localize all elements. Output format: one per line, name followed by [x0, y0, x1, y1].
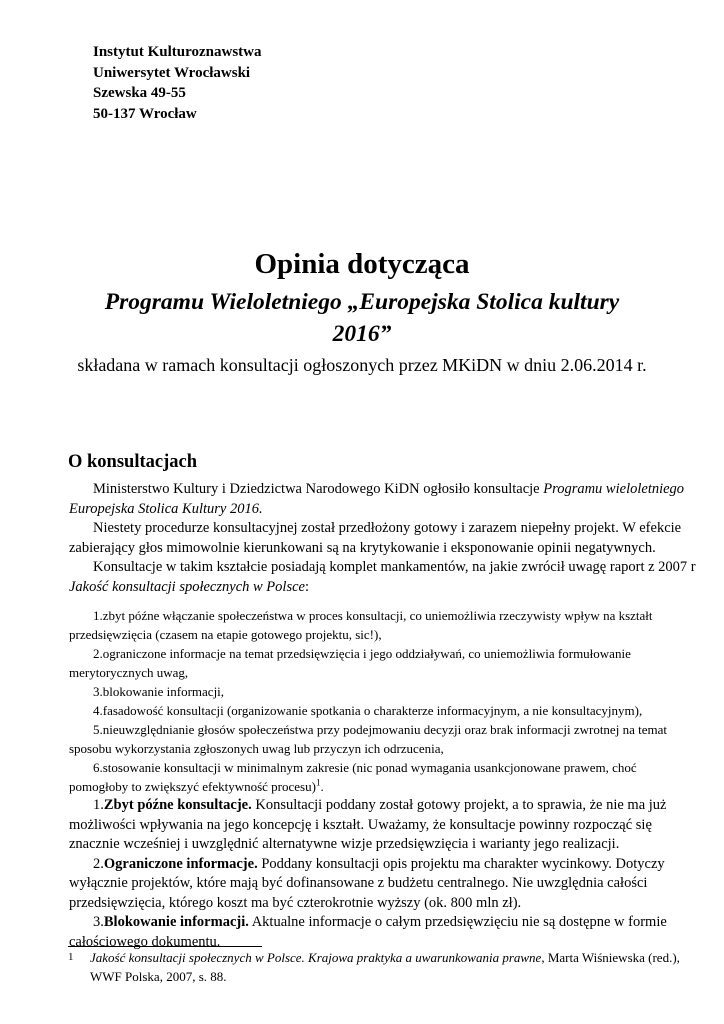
point-number: 1.	[93, 797, 104, 813]
list-item: 1.zbyt późne włączanie społeczeństwa w proces konsultacji, co uniemożliwia rzeczywisty wpływ na kształt	[93, 608, 653, 623]
detailed-points	[69, 796, 667, 952]
document-title: Opinia dotycząca	[254, 248, 470, 280]
footnote-line	[68, 948, 680, 967]
point-heading: Ograniczone informacje.	[103, 855, 258, 872]
list-item: 5.nieuwzględnianie głosów społeczeństwa przy podejmowaniu decyzji oraz brak informacji zwrotnej na temat	[93, 722, 667, 737]
point-line: możliwości wpływania na jego koncepcję i kształt. Uważamy, że konsultacje powinny rozpocząć się	[69, 816, 652, 833]
list-item: 3.blokowanie informacji,	[93, 684, 225, 699]
point-line	[69, 913, 667, 933]
paragraph-line: Konsultacje w takim kształcie posiadają komplet mankamentów, na jakie zwrócił uwagę raport z 2007 r	[93, 559, 696, 575]
text-run: Konsultacji poddany został gotowy projekt, a to sprawia, że nie ma już	[251, 797, 667, 813]
point-line: całościowego dokumentu.	[69, 933, 221, 950]
list-item: 6.stosowanie konsultacji w minimalnym zakresie (nic ponad wymagania usankcjonowane prawem, choć	[93, 760, 637, 775]
text-run: Poddany konsultacji opis projektu ma charakter wycinkowy. Dotyczy	[257, 855, 665, 872]
text-run: Aktualne informacje o całym przedsięwzięciu nie są dostępne w formie	[248, 914, 667, 930]
paragraph-line	[69, 578, 653, 598]
point-line: znacznie wcześniej i uwzględnić alternatywne wizje przedsięwzięcia i warianty jego realizacji.	[69, 836, 620, 852]
address-university: Uniwersytet Wrocławski	[93, 64, 251, 81]
list-item-continuation	[69, 777, 653, 796]
text-run: Ministerstwo Kultury i Dziedzictwa Narodowego KiDN ogłosiło konsultacje	[93, 481, 544, 497]
point-heading: Zbyt późne konsultacje.	[103, 797, 252, 813]
list-item: 2.ograniczone informacje na temat przedsięwzięcia i jego oddziaływań, co uniemożliwia formułowanie	[93, 646, 631, 661]
institution-address	[93, 42, 262, 124]
text-run: :	[304, 578, 309, 595]
address-institute: Instytut Kulturoznawstwa	[93, 44, 262, 60]
footnote-number: 1	[68, 951, 74, 963]
point-line	[69, 796, 667, 816]
footnote-separator	[68, 946, 262, 947]
document-subtitle-line2: 2016”	[332, 321, 392, 347]
text-run: , Marta Wiśniewska (red.),	[541, 950, 680, 965]
address-city: 50-137 Wrocław	[93, 105, 197, 122]
list-item-continuation: sposobu wykorzystania zgłoszonych uwag lub przyczyn ich odrzucenia,	[69, 741, 444, 756]
list-item: 4.fasadowość konsultacji (organizowanie spotkania o charakterze informacyjnym, a nie konsultacyjnym),	[93, 703, 643, 718]
address-street: Szewska 49-55	[93, 85, 186, 101]
italic-text-run: Programu wieloletniego	[543, 481, 685, 497]
point-heading: Blokowanie informacji.	[103, 914, 249, 930]
list-item-continuation: merytorycznych uwag,	[69, 665, 189, 680]
footnote	[68, 948, 680, 986]
point-line	[69, 855, 665, 875]
footnote-title: Jakość konsultacji społecznych w Polsce. Krajowa praktyka a uwarunkowania prawne	[90, 950, 542, 965]
italic-text-run: Europejska Stolica Kultury 2016.	[69, 500, 263, 517]
shortcomings-list	[69, 606, 667, 796]
section-intro	[69, 480, 696, 597]
paragraph-line: zabierający głos mimowolnie kierunkowani są na krytykowanie i eksponowanie opinii negatywnych.	[69, 539, 656, 556]
paragraph-line	[69, 500, 653, 520]
document-title-note: składana w ramach konsultacji ogłoszonych przez MKiDN w dniu 2.06.2014 r.	[77, 355, 647, 375]
text-run: pomogłoby to zwiększyć efektywność procesu)	[69, 779, 316, 794]
italic-text-run: Jakość konsultacji społecznych w Polsce	[69, 578, 305, 595]
document-subtitle-line1: Programu Wieloletniego „Europejska Stolica kultury	[104, 289, 620, 315]
point-number: 3.	[93, 914, 104, 930]
point-line: wyłącznie projektów, które mają być dofinansowane z budżetu centralnego. Nie uwzględnia całości	[69, 875, 648, 891]
text-run: .	[320, 779, 324, 794]
section-heading: O konsultacjach	[68, 452, 198, 472]
point-line: przedsięwzięcia, którego koszt ma być czterokrotnie wyższy (ok. 800 mln zł).	[69, 894, 522, 911]
point-number: 2.	[93, 855, 104, 872]
list-item-continuation: przedsięwzięcia (czasem na etapie gotowego projektu, sic!),	[69, 627, 382, 642]
footnote-reference: 1	[315, 777, 321, 788]
paragraph-line: Niestety procedurze konsultacyjnej został przedłożony gotowy i zarazem niepełny projekt. W efekcie	[93, 520, 682, 536]
paragraph-line	[69, 480, 685, 500]
footnote-line: WWF Polska, 2007, s. 88.	[90, 969, 227, 984]
